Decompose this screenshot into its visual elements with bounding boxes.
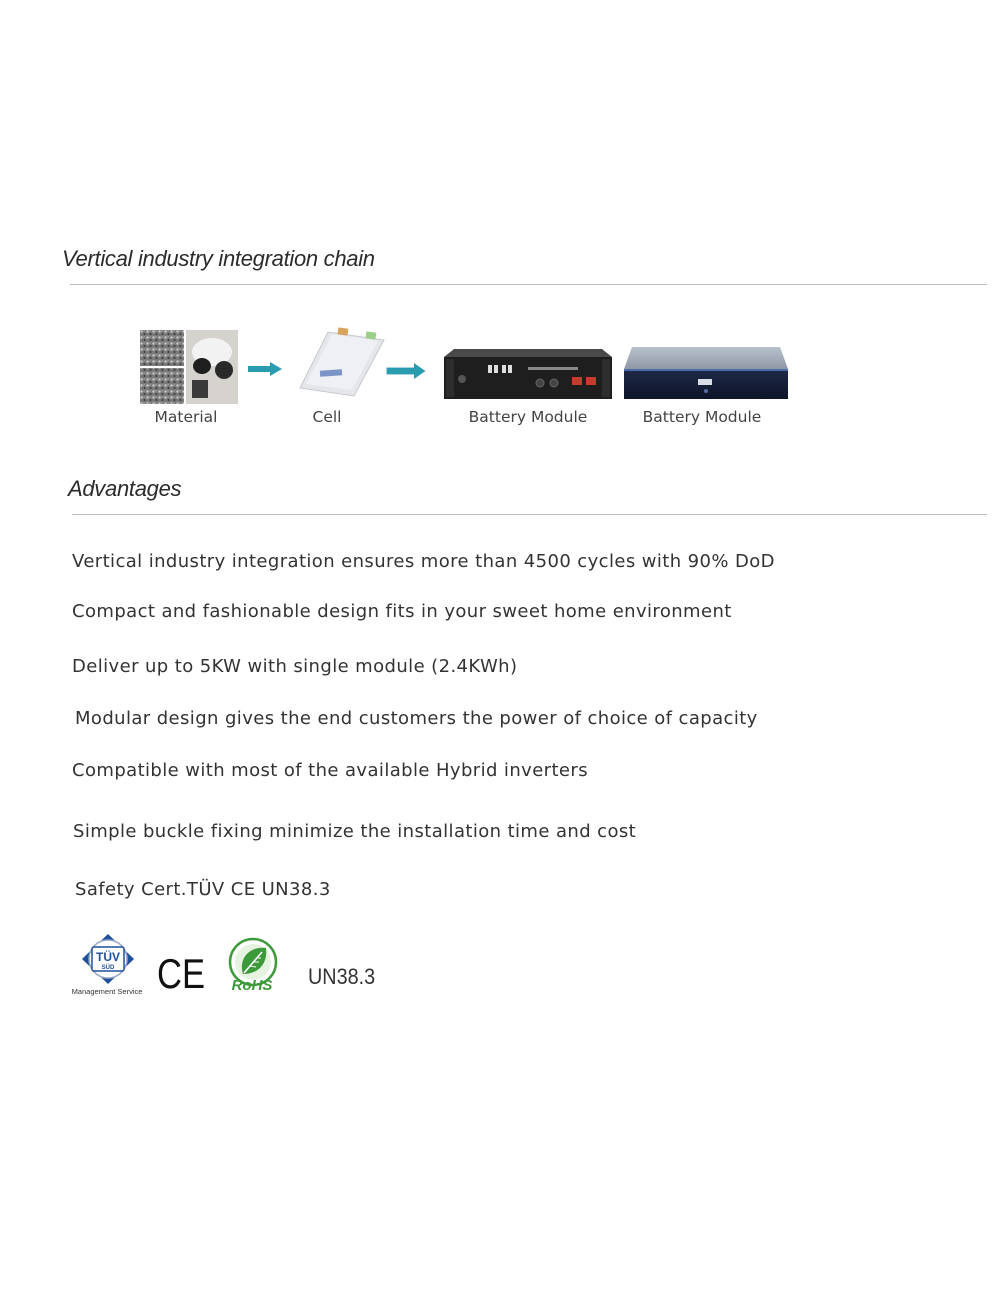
- chain-label-battery-module: Battery Module: [468, 408, 588, 426]
- chain-label-cell: Cell: [312, 408, 342, 426]
- arrow-icon: [386, 363, 426, 383]
- chain-label-material: Material: [154, 408, 218, 426]
- advantage-item: Deliver up to 5KW with single module (2.4KWh): [72, 656, 518, 677]
- ce-logo: [157, 950, 207, 997]
- advantage-item: Vertical industry integration ensures more than 4500 cycles with 90% DoD: [72, 551, 775, 572]
- ce-logo-text: CE: [157, 950, 205, 997]
- chain-title: Vertical industry integration chain: [62, 246, 375, 271]
- chain-label-battery-module: Battery Module: [642, 408, 762, 426]
- advantage-item: Safety Cert.TÜV CE UN38.3: [75, 879, 331, 900]
- arrow-icon: [248, 361, 282, 380]
- tuv-logo-caption: Management Service: [71, 987, 143, 996]
- tuv-logo-subtext: SÜD: [101, 965, 115, 971]
- battery-module-image: [444, 349, 612, 401]
- cell-image: [298, 326, 386, 398]
- chain-divider: [70, 284, 987, 285]
- tuv-logo: [72, 932, 144, 996]
- un383-label: UN38.3: [308, 964, 376, 989]
- advantage-item: Simple buckle fixing minimize the installation time and cost: [73, 821, 637, 842]
- tuv-logo-text: TÜV: [96, 950, 120, 964]
- advantage-item: Compatible with most of the available Hybrid inverters: [72, 760, 588, 781]
- battery-module-image: [624, 347, 788, 401]
- advantage-item: Modular design gives the end customers the power of choice of capacity: [75, 708, 758, 729]
- advantage-item: Compact and fashionable design fits in your sweet home environment: [72, 601, 732, 622]
- material-image: [140, 330, 238, 404]
- advantages-divider: [72, 514, 987, 515]
- rohs-logo: [224, 936, 280, 994]
- rohs-logo-text: RoHS: [231, 977, 273, 994]
- advantages-title: Advantages: [68, 476, 182, 501]
